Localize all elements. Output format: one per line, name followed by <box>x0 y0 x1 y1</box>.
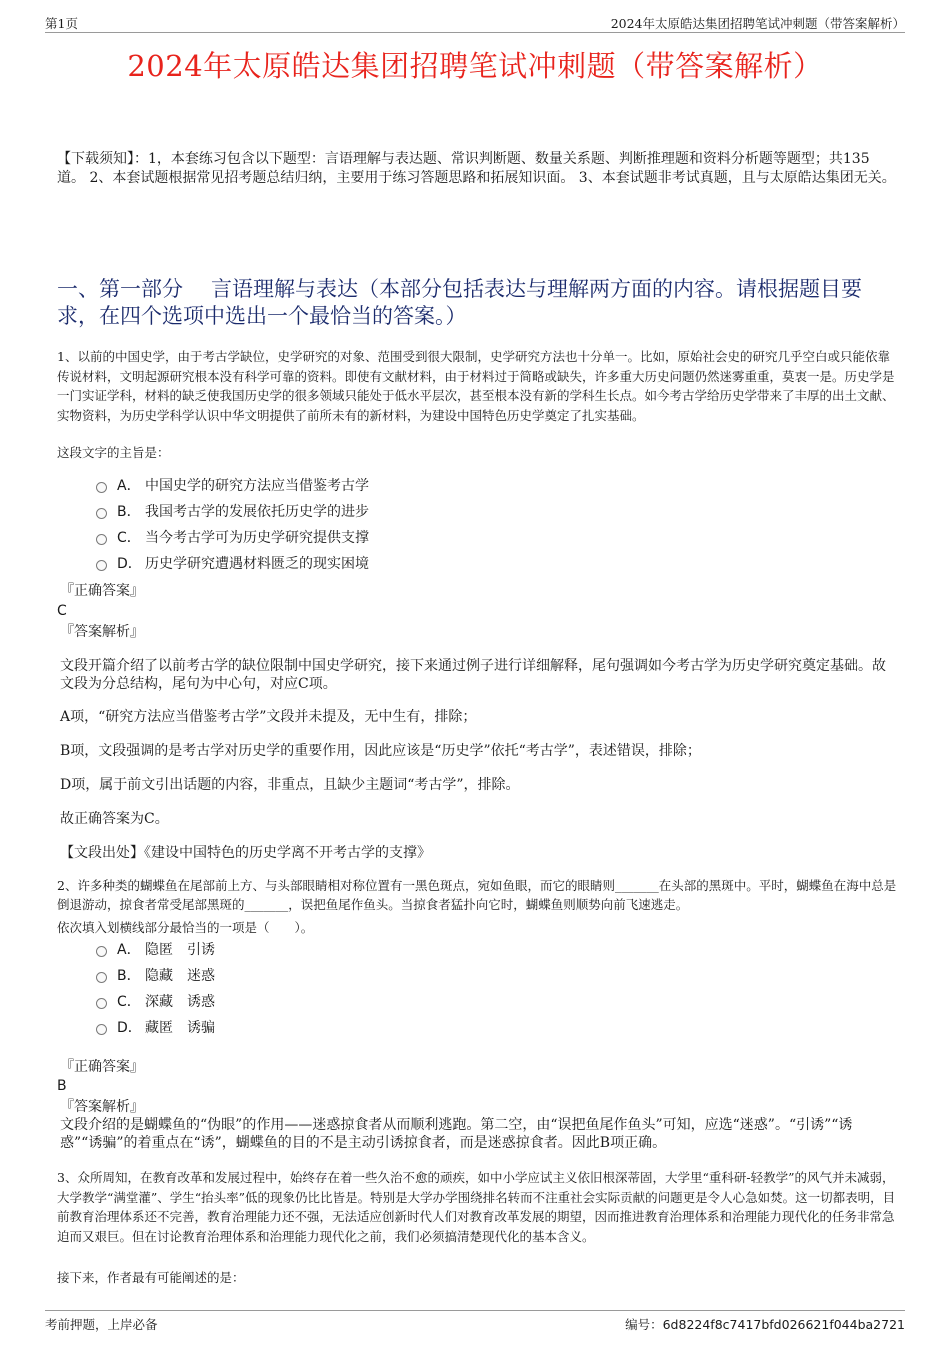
option-b[interactable]: B． 我国考古学的发展依托历史学的进步 <box>96 498 369 524</box>
analysis-paragraph: B项，文段强调的是考古学对历史学的重要作用，因此应该是“历史学”依托“考古学”，表述错误，排除； <box>60 743 701 759</box>
analysis-label: 『答案解析』 <box>60 1099 144 1115</box>
question-3-prompt: 接下来，作者最有可能阐述的是： <box>57 1270 245 1285</box>
radio-button[interactable] <box>96 560 107 571</box>
question-1-text: 1、以前的中国史学，由于考古学缺位，史学研究的对象、范围受到很大限制，史学研究方法也十分单一。比如，原始社会史的研究几乎空白或只能依靠传说材料，文明起源研究根本没有科学可靠的资料。即使有文献材料，由于材料过于简略或缺失，许多重大历史问题仍然迷雾重重，莫衷一是。历史学是一门实证学科，材料的缺乏使我国历史学的很多领域只能处于低水平层次，甚至根本没有新的学科生长点。如今考古学给历史学带来了丰厚的出土文献、实物资料，为历史学科学认识中华文明提供了前所未有的新材料，为建设中国特色历史学奠定了扎实基础。 <box>57 349 895 423</box>
header-doc-title: 2024年太原皓达集团招聘笔试冲刺题（带答案解析） <box>610 16 905 31</box>
footer-slogan: 考前押题，上岸必备 <box>45 1317 158 1332</box>
analysis-paragraph: 文段介绍的是蝴蝶鱼的“伪眼”的作用——迷惑掠食者从而顺利逃跑。第二空，由“误把鱼尾作鱼头”可知，应选“迷惑”。“引诱”“诱惑”“诱骗”的着重点在“诱”，蝴蝶鱼的目的不是主动引诱掠食者，而是迷惑掠食者。因此B项正确。 <box>60 1117 853 1151</box>
option-a[interactable]: A． 隐匿 引诱 <box>96 936 215 962</box>
radio-button[interactable] <box>96 998 107 1009</box>
radio-button[interactable] <box>96 534 107 545</box>
section-heading <box>57 276 897 330</box>
download-notice: 【下载须知】：1，本套练习包含以下题型：言语理解与表达题、常识判断题、数量关系题、判断推理题和资料分析题等题型；共135道。 2、本套试题根据常见招考题总结归纳，主要用于练习答题思路和拓展知识面。 3、本套试题非考试真题，且与太原皓达集团无关。 <box>57 151 896 186</box>
correct-answer: C <box>57 603 67 619</box>
radio-button[interactable] <box>96 482 107 493</box>
correct-answer: B <box>57 1078 67 1094</box>
source-reference: 【文段出处】《建设中国特色的历史学离不开考古学的支撑》 <box>60 845 431 861</box>
radio-button[interactable] <box>96 1024 107 1035</box>
answer-label: 『正确答案』 <box>60 1059 144 1075</box>
analysis-paragraph: 故正确答案为C。 <box>60 811 169 827</box>
option-a[interactable]: A． 中国史学的研究方法应当借鉴考古学 <box>96 472 369 498</box>
option-c[interactable]: C． 深藏 诱惑 <box>96 988 215 1014</box>
analysis-paragraph: D项，属于前文引出话题的内容，非重点，且缺少主题词“考古学”，排除。 <box>60 777 520 793</box>
question-2-text: 2、许多种类的蝴蝶鱼在尾部前上方、与头部眼睛相对称位置有一黑色斑点，宛如鱼眼，而它的眼睛则_______在头部的黑斑中。平时，蝴蝶鱼在海中总是倒退游动，掠食者常受尾部黑斑的_______，误把鱼尾作鱼头。当掠食者猛扑向它时，蝴蝶鱼则顺势向前飞速逃走。 <box>57 878 897 912</box>
answer-label: 『正确答案』 <box>60 583 144 599</box>
question-1-options <box>96 472 369 576</box>
option-d[interactable]: D． 历史学研究遭遇材料匮乏的现实困境 <box>96 550 369 576</box>
analysis-paragraph: 文段开篇介绍了以前考古学的缺位限制中国史学研究，接下来通过例子进行详细解释，尾句强调如今考古学为历史学研究奠定基础。故文段为分总结构，尾句为中心句，对应C项。 <box>60 658 886 692</box>
option-c[interactable]: C． 当今考古学可为历史学研究提供支撑 <box>96 524 369 550</box>
page-header <box>45 10 905 33</box>
option-b[interactable]: B． 隐藏 迷惑 <box>96 962 215 988</box>
option-d[interactable]: D． 藏匿 诱骗 <box>96 1014 215 1040</box>
question-3-text: 3、众所周知，在教育改革和发展过程中，始终存在着一些久治不愈的顽疾，如中小学应试主义依旧根深蒂固，大学里“重科研-轻教学”的风气并未减弱，大学教学“满堂灌”、学生“抬头率”低的现象仍比比皆是。特别是大学办学围绕排名转而不注重社会实际贡献的问题更是令人心急如焚。这一切都表明，目前教育治理体系还不完善，教育治理能力还不强，无法适应创新时代人们对教育改革发展的期望，因而推进教育治理体系和治理能力现代化的任务非常急迫而又艰巨。但在讨论教育治理体系和治理能力现代化之前，我们必须搞清楚现代化的基本含义。 <box>57 1170 896 1244</box>
section-description: 言语理解与表达（本部分包括表达与理解两方面的内容。请根据题目要求，在四个选项中选出一个最恰当的答案。） <box>57 277 862 328</box>
question-2-options <box>96 936 215 1040</box>
section-number: 一、第一部分 <box>57 277 183 301</box>
radio-button[interactable] <box>96 946 107 957</box>
document-title: 2024年太原皓达集团招聘笔试冲刺题（带答案解析） <box>127 49 823 83</box>
question-1-prompt: 这段文字的主旨是： <box>57 445 170 460</box>
page-footer <box>45 1310 905 1331</box>
document-code: 编号：6d8224f8c7417bfd026621f044ba2721 <box>625 1317 905 1332</box>
radio-button[interactable] <box>96 972 107 983</box>
analysis-paragraph: A项，“研究方法应当借鉴考古学”文段并未提及，无中生有，排除； <box>60 709 477 725</box>
radio-button[interactable] <box>96 508 107 519</box>
analysis-label: 『答案解析』 <box>60 624 144 640</box>
question-2-prompt: 依次填入划横线部分最恰当的一项是（ ）。 <box>57 920 314 935</box>
page-number: 第1页 <box>45 16 78 31</box>
